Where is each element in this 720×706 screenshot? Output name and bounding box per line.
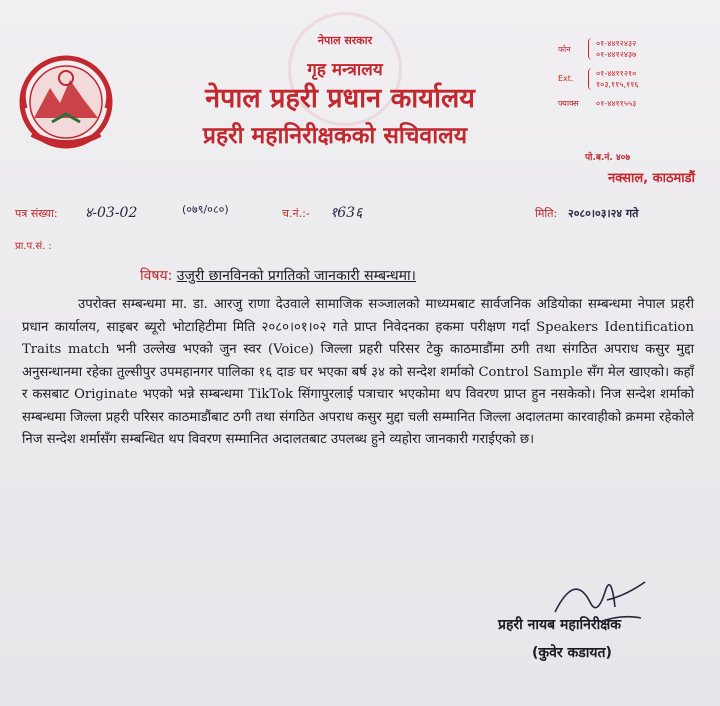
dispatch-number-label: च.नं.:- — [282, 207, 310, 220]
letter-number-label: पत्र संख्या: — [15, 207, 58, 220]
secretariat-title: प्रहरी महानिरीक्षकको सचिवालय — [202, 123, 468, 149]
office-title: नेपाल प्रहरी प्रधान कार्यालय — [205, 83, 475, 114]
po-box: पो.ब.नं. ४०७ — [585, 153, 631, 163]
office-address: नक्साल, काठमाडौं — [607, 171, 695, 186]
government-name: नेपाल सरकार — [317, 34, 373, 47]
subject-text: उजुरी छानविनको प्रगतिको जानकारी सम्बन्धमा। — [176, 268, 416, 284]
phone-label: फोन — [558, 45, 571, 54]
letter-number: ४-03-02 — [85, 205, 138, 221]
phone-number: ०१-४४१२४३७ — [596, 50, 637, 59]
nepal-emblem-icon — [12, 48, 120, 156]
fax-number: ०१-४४११५५३ — [596, 99, 637, 108]
ministry-name: गृह मन्त्रालय — [307, 60, 383, 80]
subject-label: विषय: — [140, 268, 173, 284]
letter-body: उपरोक्त सम्बन्धमा मा. डा. आरजु राणा देउवाले सामाजिक सञ्जालको माध्यमबाट सार्वजनिक अडियोका सम्बन्धमा नेपाल प्रहरी प्रधान कार्यालय, साइबर ब्यूरो भोटाहिटीमा मिति २०८०।०१।०२ गते प्राप्त निवेदनका हकमा परीक्षण गर्दा Speakers Identification Traits match भनी उल्लेख भएको जुन स्वर (Voice) जिल्ला प्रहरी परिसर टेकु काठमाडौंमा ठगी तथा संगठित अपराध कसुर मुद्दा अनुसन्धानमा रहेका तुल्सीपुर उपमहानगर पालिका १६ दाङ घर भएका बर्ष ३४ को सन्देश शर्माको Control Sample सँग मेल खाएको। कहाँ र कसबाट Originate भएको भन्ने सम्बन्धमा TikTok सिंगापुरलाई पत्राचार भएकोमा थप विवरण प्राप्त हुन नसकेको। निज सन्देश शर्माको सम्बन्धमा जिल्ला प्रहरी परिसर काठमाडौंबाट ठगी तथा संगठित अपराध कसुर मुद्दा चली सम्मानित जिल्ला अदालतमा कारवाहीको क्रममा रहेकोले निज सन्देश शर्मासँग सम्बन्धित थप विवरण सम्मानित अदालतबाट उपलब्ध हुने व्यहोरा जानकारी गराईएको छ। — [22, 297, 694, 447]
ext-label: Ext. — [558, 74, 574, 83]
fax-label: फ्याक्स — [558, 99, 579, 108]
contact-block — [558, 38, 708, 128]
signatory-title: प्रहरी नायब महानिरीक्षक — [498, 617, 621, 633]
fiscal-year: (०७९/०८०) — [182, 203, 229, 216]
letter-date: २०८०।०३।२४ गते — [568, 207, 639, 220]
ext-number: ०१-४४११२१० — [596, 69, 637, 78]
phone-number: ०१-४४१२४३२ — [596, 39, 637, 48]
date-label: मिति: — [535, 207, 558, 220]
dispatch-number: १63६ — [330, 205, 363, 221]
reference-label: प्रा.प.सं. : — [15, 241, 52, 252]
signatory-name: (कुवेर कडायत) — [532, 645, 612, 661]
ext-number: १०३,११५,११६ — [596, 80, 639, 89]
subject-line — [140, 266, 416, 285]
